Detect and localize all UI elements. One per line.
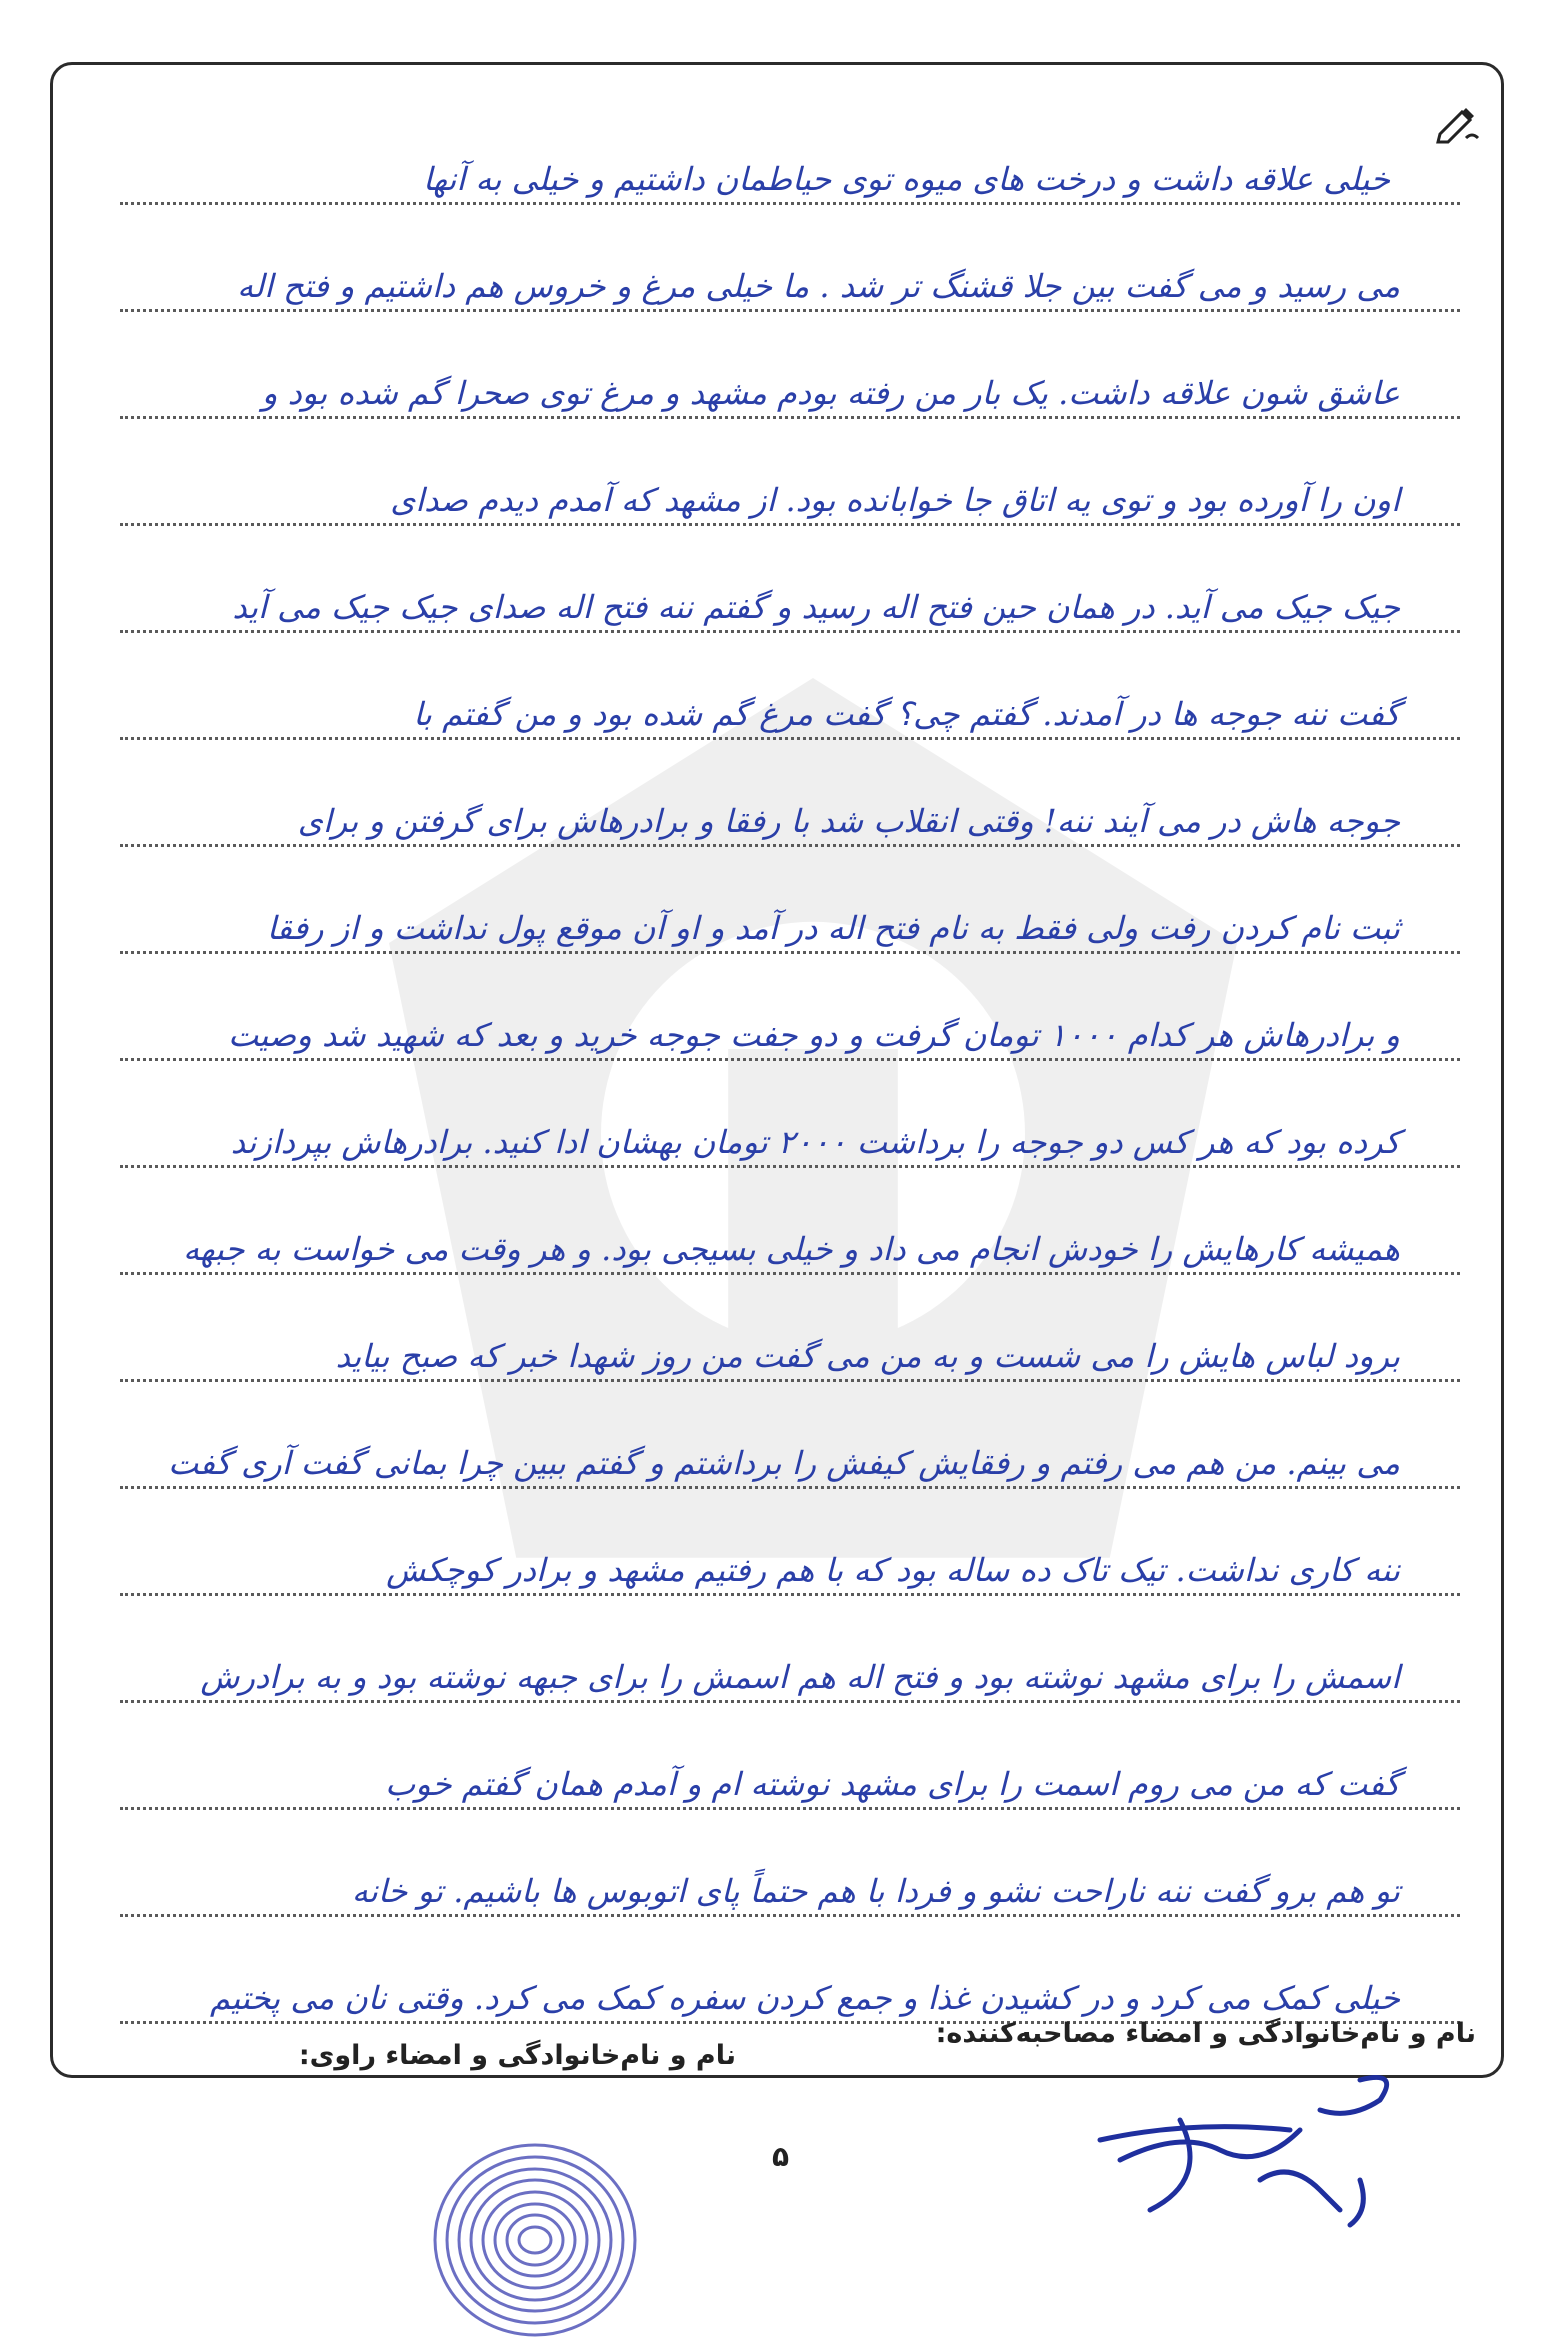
fingerprint-icon <box>415 2125 655 2345</box>
transcript-lines <box>120 98 1460 2024</box>
transcript-line: ثبت نام کردن رفت ولی فقط به نام فتح اله در آمد و او آن موقع پول نداشت و از رفقا <box>120 847 1460 954</box>
transcript-line: گفت که من می روم اسمت را برای مشهد نوشته ام و آمدم همان گفتم خوب <box>120 1703 1460 1810</box>
transcript-line: می رسید و می گفت بین جلا قشنگ تر شد . ما خیلی مرغ و خروس هم داشتیم و فتح اله <box>120 205 1460 312</box>
interviewer-label: نام و نام‌خانوادگی و امضاء مصاحبه‌کننده: <box>935 2018 1476 2049</box>
transcript-line: گفت ننه جوجه ها در آمدند. گفتم چی؟ گفت مرغ گم شده بود و من گفتم با <box>120 633 1460 740</box>
transcript-line: ننه کاری نداشت. تیک تاک ده ساله بود که با هم رفتیم مشهد و برادر کوچکش <box>120 1489 1460 1596</box>
transcript-line: اون را آورده بود و توی یه اتاق جا خوابانده بود. از مشهد که آمدم دیدم صدای <box>120 419 1460 526</box>
transcript-line: برود لباس هایش را می شست و به من می گفت من روز شهدا خبر که صبح بیاید <box>120 1275 1460 1382</box>
page-number: ۵ <box>772 2140 790 2173</box>
transcript-line: جوجه هاش در می آیند ننه! وقتی انقلاب شد با رفقا و برادرهاش برای گرفتن و برای <box>120 740 1460 847</box>
transcript-line: می بینم. من هم می رفتم و رفقایش کیفش را برداشتم و گفتم ببین چرا بمانی گفت آری گفت <box>120 1382 1460 1489</box>
transcript-line: اسمش را برای مشهد نوشته بود و فتح اله هم اسمش را برای جبهه نوشته بود و به برادرش <box>120 1596 1460 1703</box>
handwritten-signature <box>1060 2060 1420 2230</box>
transcript-line: و برادرهاش هر کدام ۱۰۰۰ تومان گرفت و دو جفت جوجه خرید و بعد که شهید شد وصیت <box>120 954 1460 1061</box>
transcript-line: کرده بود که هر کس دو جوجه را برداشت ۲۰۰۰ تومان بهشان ادا کنید. برادرهاش بپردازند <box>120 1061 1460 1168</box>
transcript-line: عاشق شون علاقه داشت. یک بار من رفته بودم مشهد و مرغ توی صحرا گم شده بود و <box>120 312 1460 419</box>
transcript-line: جیک جیک می آید. در همان حین فتح اله رسید و گفتم ننه فتح اله صدای جیک جیک می آید <box>120 526 1460 633</box>
transcript-line: همیشه کارهایش را خودش انجام می داد و خیلی بسیجی بود. و هر وقت می خواست به جبهه <box>120 1168 1460 1275</box>
transcript-line: خیلی علاقه داشت و درخت های میوه توی حیاطمان داشتیم و خیلی به آنها <box>120 98 1460 205</box>
transcript-line: تو هم برو گفت ننه ناراحت نشو و فردا با هم حتماً پای اتوبوس ها باشیم. تو خانه <box>120 1810 1460 1917</box>
transcript-line: خیلی کمک می کرد و در کشیدن غذا و جمع کردن سفره کمک می کرد. وقتی نان می پختیم <box>120 1917 1460 2024</box>
narrator-label: نام و نام‌خانوادگی و امضاء راوی: <box>298 2040 736 2071</box>
